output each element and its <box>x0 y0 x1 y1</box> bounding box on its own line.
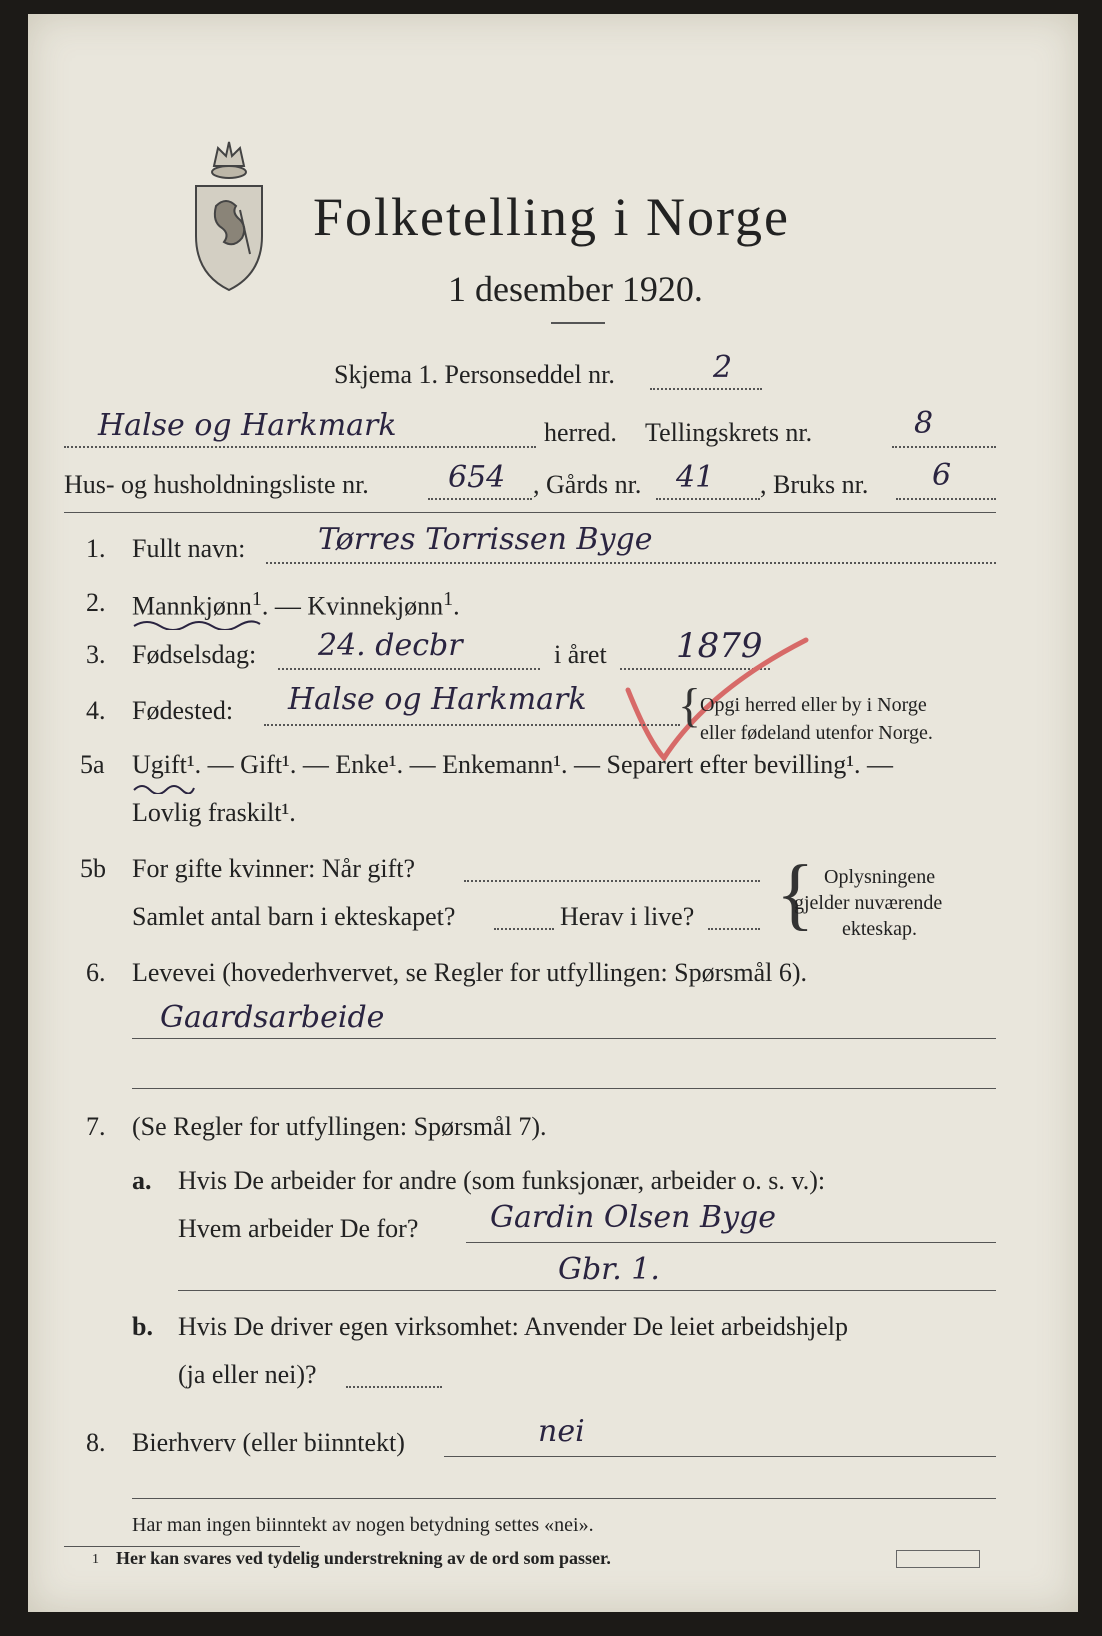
q7b-line1: Hvis De driver egen virksomhet: Anvender De leiet arbeidshjelp <box>178 1312 849 1341</box>
tellingskrets-value[interactable]: 8 <box>914 406 934 441</box>
census-form-page: Folketelling i Norge 1 desember 1920. Skjema 1. Personseddel nr. 2 Halse og Harkmark herred. Tellingskrets nr. 8 Hus- og husholdningsliste nr. 654 , Gårds nr. 41 , Bruks nr. 6 1. Fullt navn: Tørres Torrissen Byge 2. Mannkjønn$^1$. — Kvinnekjønn$^1$. 3. Fødselsdag: 24. decbr i året 1879 4. Fødested: Halse og Harkmark { Opgi herred eller by i Norge eller fødeland utenfor Norge. 5a Ugift¹. — Gift¹. — Enke¹. — Enkemann¹. — Separert efter bevilling¹. — Lovlig fraskilt¹. 5b For gifte kvinner: Når gift? Samlet antal barn i ekteskapet? Herav i live? { Oplysningene gjelder nuværende ekteskap. 6. Levevei (hovederhvervet, se Regler for utfyllingen: Spørsmål 6). Gaardsarbeide 7. (Se Regler for utfyllingen: Spørsmål 7). a. Hvis De arbeider for andre (som funksjonær, arbeider o. s. v.): Hvem arbeider De for? Gardin Olsen Byge Gbr. 1. b. Hvis De driver egen virksomhet: Anvender De leiet arbeidshjelp (ja eller nei)? 8. Bierhverv (eller biinntekt) nei Har man ingen biinntekt av nogen betydning settes «nei». 1 Her kan svares ved tydelig understrekning av de ord som passer. <box>28 14 1078 1612</box>
kvinnekjonn-option[interactable]: Kvinnekjønn <box>307 591 444 621</box>
herred-label: herred. <box>544 418 617 447</box>
levevei-label: Levevei (hovederhvervet, se Regler for utfyllingen: Spørsmål 6). <box>132 958 808 987</box>
fodested-label: Fødested: <box>132 696 234 725</box>
fullt-navn-label: Fullt navn: <box>132 534 246 563</box>
bruks-value[interactable]: 6 <box>932 458 952 493</box>
q7a-line1: Hvis De arbeider for andre (som funksjonær, arbeider o. s. v.): <box>178 1166 826 1195</box>
ekteskap-note-1: Oplysningene <box>824 866 936 888</box>
mannkjonn-option[interactable]: Mannkjønn <box>132 591 252 621</box>
year-value[interactable]: 1879 <box>676 626 763 666</box>
hus-label: Hus- og husholdningsliste nr. <box>64 470 369 499</box>
q7a-line2: Hvem arbeider De for? <box>178 1214 419 1243</box>
census-date: 1 desember 1920. <box>448 269 703 309</box>
fodselsdag-label: Fødselsdag: <box>132 640 257 669</box>
tellingskrets-label: Tellingskrets nr. <box>645 418 813 447</box>
biinntekt-note: Har man ingen biinntekt av nogen betydning settes «nei». <box>132 1514 594 1536</box>
bierhverv-value[interactable]: nei <box>538 1414 585 1449</box>
person-number[interactable]: 2 <box>713 350 733 385</box>
printer-stamp <box>896 1550 980 1568</box>
nar-gift-label: For gifte kvinner: Når gift? <box>132 854 416 883</box>
bierhverv-label: Bierhverv (eller biinntekt) <box>132 1428 405 1457</box>
ekteskap-note-3: ekteskap. <box>842 918 917 940</box>
q7b-line2: (ja eller nei)? <box>178 1360 317 1389</box>
herav-label: Herav i live? <box>560 902 695 931</box>
bruks-label: , Bruks nr. <box>760 470 869 499</box>
fullt-navn-value[interactable]: Tørres Torrissen Byge <box>318 522 653 557</box>
sivilstand-options: Ugift¹. — Gift¹. — Enke¹. — Enkemann¹. — Separert efter bevilling¹. — <box>132 750 894 779</box>
ekteskap-note-2: gjelder nuværende <box>794 892 943 914</box>
fodested-note-1: Opgi herred eller by i Norge <box>700 694 927 716</box>
arbeidsgiver-value[interactable]: Gardin Olsen Byge <box>490 1200 776 1235</box>
lovlig-fraskilt-option: Lovlig fraskilt¹. <box>132 798 296 827</box>
barn-label: Samlet antal barn i ekteskapet? <box>132 902 456 931</box>
q7-label: (Se Regler for utfyllingen: Spørsmål 7). <box>132 1112 547 1141</box>
gards-value[interactable]: 41 <box>676 460 715 495</box>
levevei-value[interactable]: Gaardsarbeide <box>160 1000 385 1035</box>
underline-mark <box>132 782 196 794</box>
herred-value[interactable]: Halse og Harkmark <box>98 408 397 443</box>
footnote: Her kan svares ved tydelig understrekning av de ord som passer. <box>116 1548 611 1568</box>
form-title: Folketelling i Norge <box>313 187 790 247</box>
fodselsdag-value[interactable]: 24. decbr <box>318 628 463 663</box>
coat-of-arms-icon <box>186 136 272 294</box>
fodested-value[interactable]: Halse og Harkmark <box>288 682 587 717</box>
underline-mark <box>132 618 262 630</box>
hus-value[interactable]: 654 <box>448 460 506 495</box>
kjonn-options: Mannkjønn$^1$. — Kvinnekjønn$^1$. <box>132 588 460 621</box>
arbeidsgiver-extra: Gbr. 1. <box>558 1252 660 1287</box>
schema-label: Skjema 1. Personseddel nr. <box>334 360 615 389</box>
divider <box>551 322 605 324</box>
fodested-note-2: eller fødeland utenfor Norge. <box>700 722 933 744</box>
aaret-label: i året <box>554 640 607 669</box>
gards-label: , Gårds nr. <box>533 470 642 499</box>
